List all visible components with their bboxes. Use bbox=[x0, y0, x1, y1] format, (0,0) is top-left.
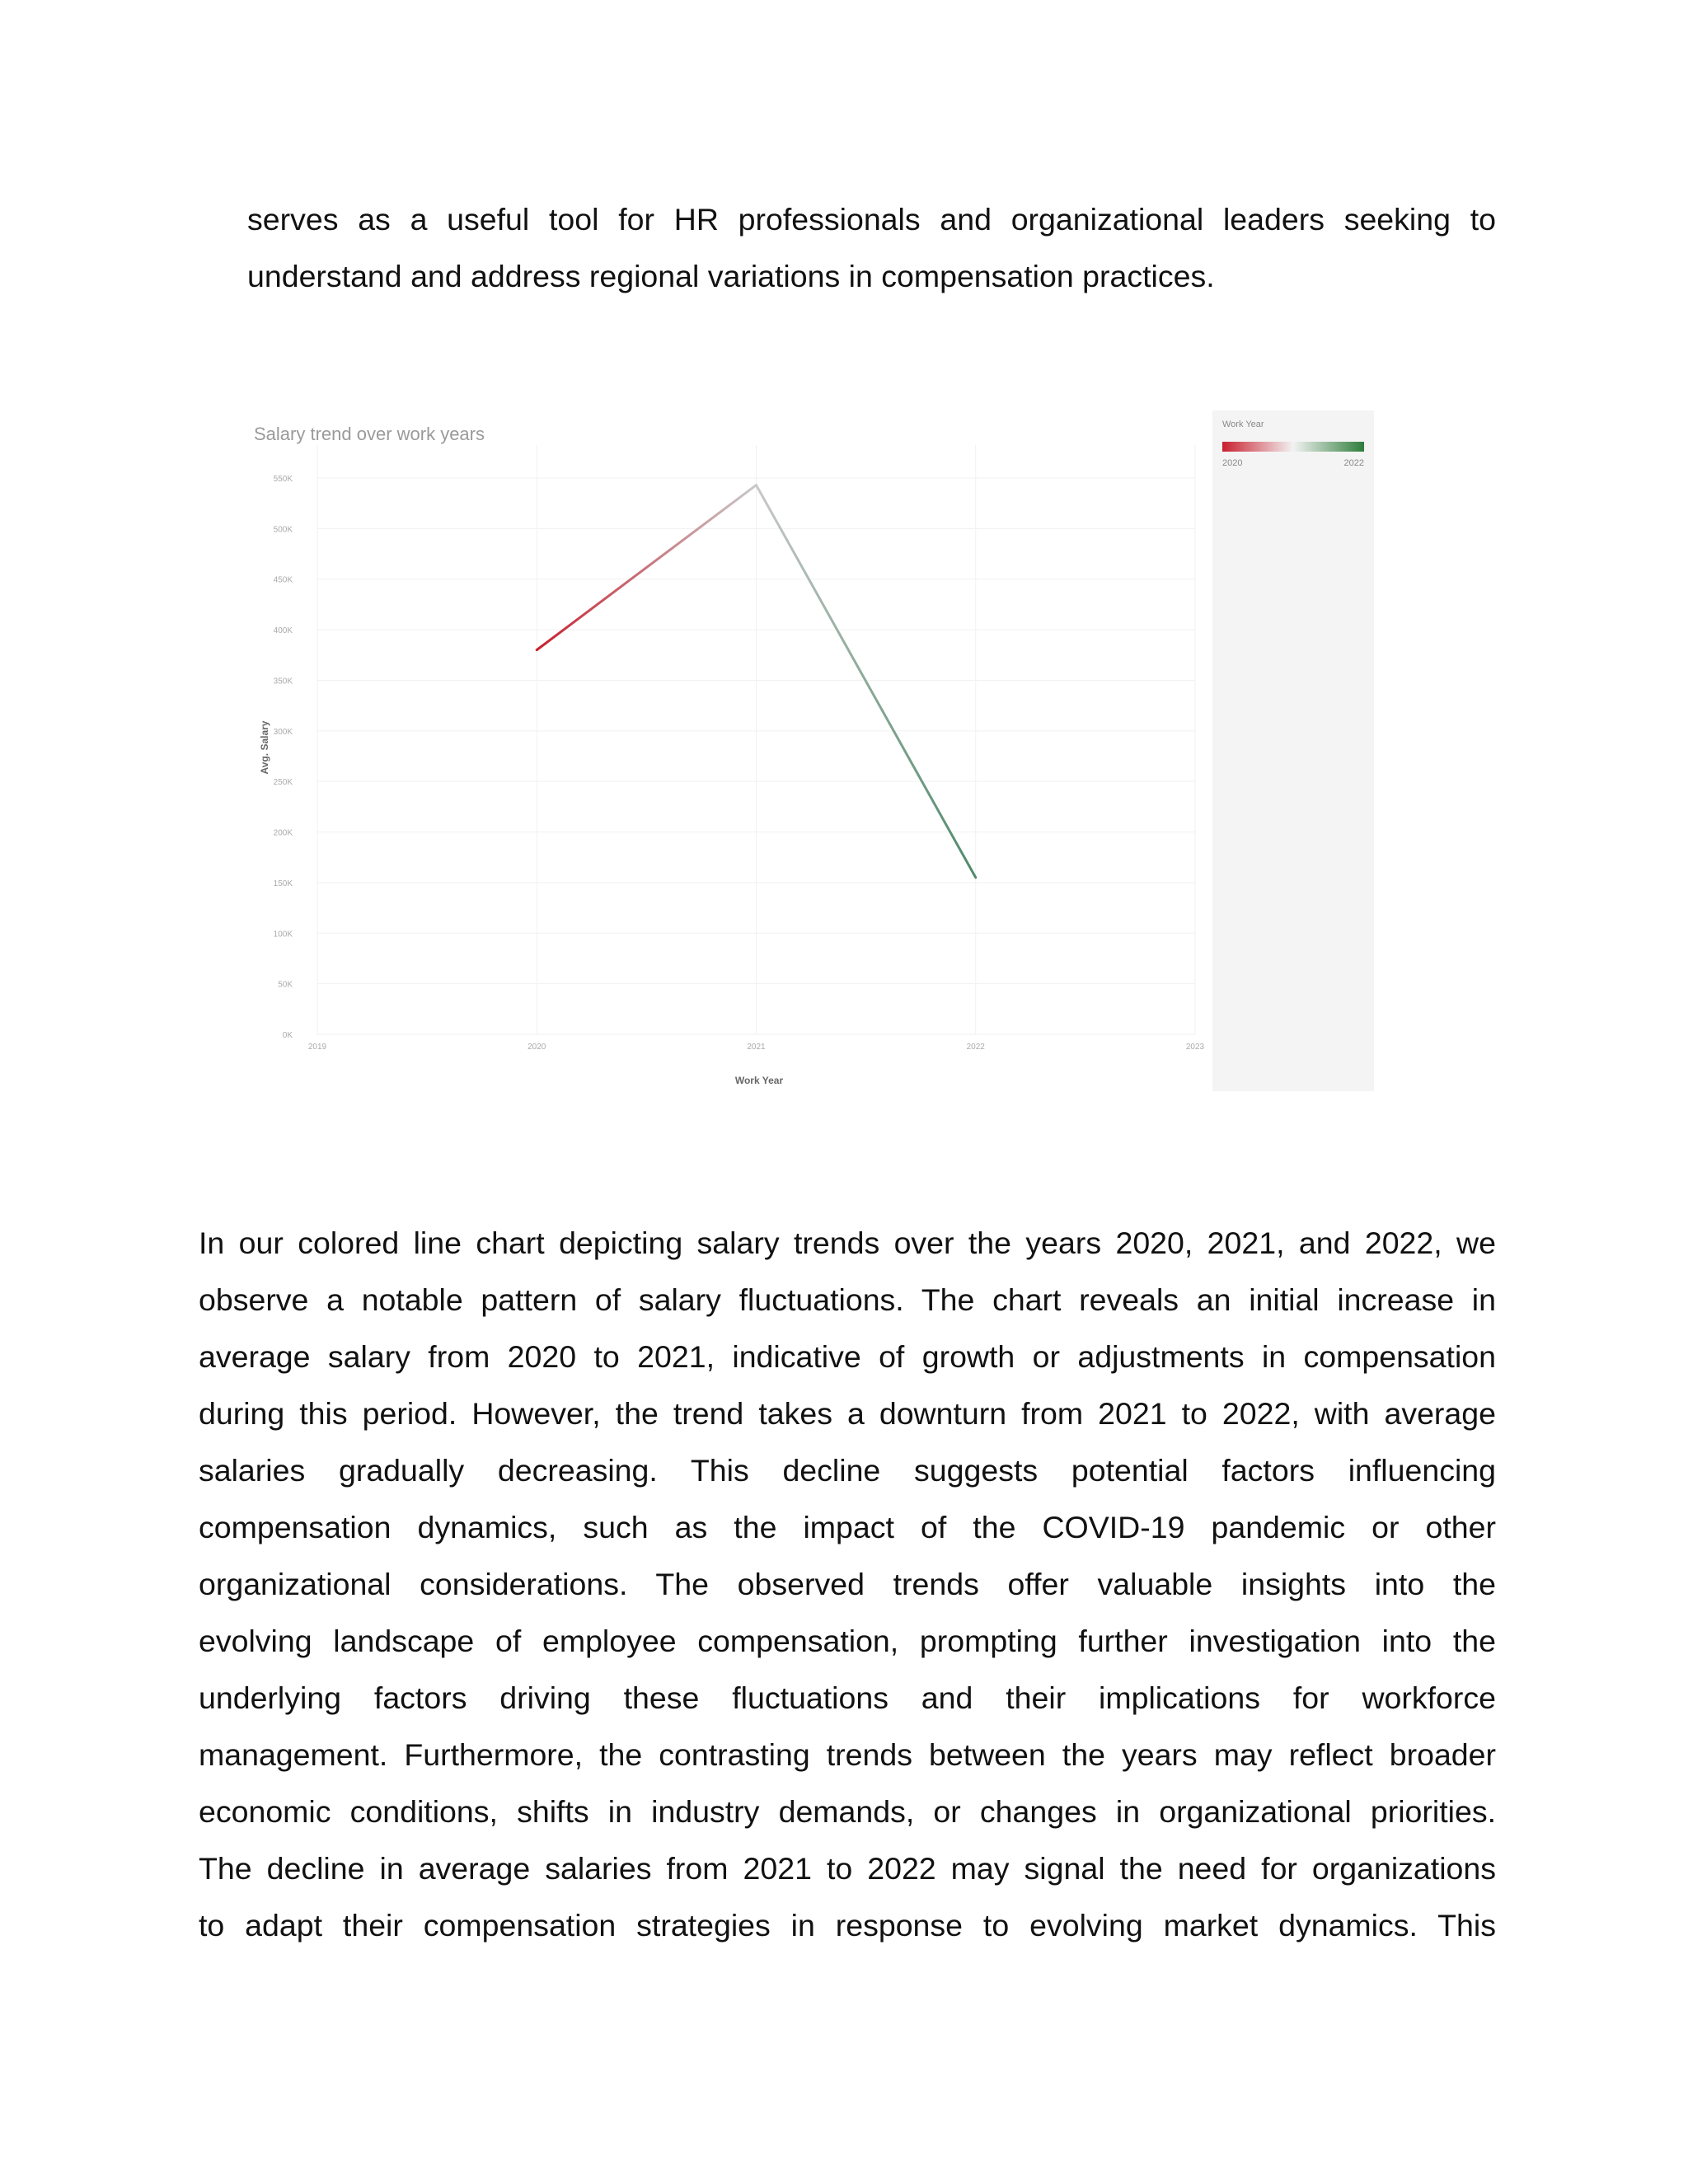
y-tick-label: 550K bbox=[273, 475, 293, 484]
legend-color-ramp bbox=[1222, 442, 1364, 452]
chart-title: Salary trend over work years bbox=[254, 424, 485, 444]
paragraph-line: compensation dynamics, such as the impact of the COVID-19 pandemic or other bbox=[199, 1510, 1496, 1544]
x-tick-label: 2019 bbox=[307, 1043, 327, 1052]
y-axis-ticks bbox=[274, 475, 293, 1040]
data-point bbox=[974, 876, 977, 879]
paragraph-line: evolving landscape of employee compensation, prompting further investigation into the bbox=[199, 1624, 1496, 1658]
legend-min-label: 2020 bbox=[1222, 458, 1243, 468]
paragraph-line: salaries gradually decreasing. This decline suggests potential factors influencing bbox=[199, 1453, 1496, 1488]
legend-max-label: 2022 bbox=[1343, 458, 1364, 468]
paragraph-line: management. Furthermore, the contrasting trends between the years may reflect broader bbox=[199, 1737, 1496, 1772]
x-tick-label: 2021 bbox=[747, 1043, 766, 1052]
x-tick-label: 2023 bbox=[1185, 1043, 1205, 1052]
x-axis-ticks bbox=[308, 1043, 1205, 1052]
y-axis-label: Avg. Salary bbox=[259, 720, 270, 775]
x-axis-label: Work Year bbox=[734, 1075, 784, 1086]
x-tick-label: 2022 bbox=[966, 1043, 985, 1052]
y-tick-label: 100K bbox=[273, 930, 293, 940]
y-tick-label: 250K bbox=[273, 778, 293, 788]
paragraph-line: serves as a useful tool for HR professionals and organizational leaders seeking to bbox=[247, 202, 1496, 237]
y-tick-label: 0K bbox=[282, 1031, 293, 1040]
paragraph-line: The decline in average salaries from 2021 to 2022 may signal the need for organizations bbox=[199, 1851, 1496, 1886]
paragraph-line: organizational considerations. The observed trends offer valuable insights into the bbox=[199, 1567, 1496, 1601]
paragraph-line: In our colored line chart depicting salary trends over the years 2020, 2021, and 2022, we bbox=[199, 1226, 1496, 1260]
paragraph-line: underlying factors driving these fluctuations and their implications for workforce bbox=[199, 1680, 1496, 1715]
legend-panel-background bbox=[1212, 410, 1374, 1091]
paragraph-line: during this period. However, the trend takes a downturn from 2021 to 2022, with average bbox=[199, 1396, 1496, 1431]
y-tick-label: 300K bbox=[273, 727, 293, 737]
series-segment bbox=[537, 485, 756, 650]
salary-trend-chart bbox=[239, 404, 1385, 1104]
paragraph-line: understand and address regional variations in compensation practices. bbox=[247, 259, 1215, 293]
y-tick-label: 200K bbox=[273, 828, 293, 838]
x-tick-label: 2020 bbox=[528, 1043, 546, 1052]
main-paragraph bbox=[199, 1215, 1496, 1954]
y-tick-label: 400K bbox=[273, 626, 293, 636]
paragraph-line: economic conditions, shifts in industry demands, or changes in organizational priorities. bbox=[199, 1794, 1496, 1829]
y-tick-label: 500K bbox=[273, 525, 293, 535]
legend-panel bbox=[1212, 410, 1374, 1091]
data-point bbox=[536, 649, 538, 651]
y-tick-label: 450K bbox=[273, 575, 293, 585]
legend-title: Work Year bbox=[1222, 419, 1264, 429]
paragraph-line: average salary from 2020 to 2021, indicative of growth or adjustments in compensation bbox=[199, 1339, 1496, 1374]
grid-lines bbox=[317, 445, 1195, 1034]
top-paragraph bbox=[247, 191, 1496, 305]
paragraph-line: to adapt their compensation strategies in response to evolving market dynamics. This bbox=[199, 1908, 1496, 1943]
series-segment bbox=[757, 485, 976, 878]
y-tick-label: 50K bbox=[278, 980, 293, 990]
y-tick-label: 350K bbox=[273, 677, 293, 687]
paragraph-line: observe a notable pattern of salary fluctuations. The chart reveals an initial increase in bbox=[199, 1282, 1496, 1317]
y-tick-label: 150K bbox=[273, 879, 293, 888]
data-point bbox=[755, 484, 757, 486]
